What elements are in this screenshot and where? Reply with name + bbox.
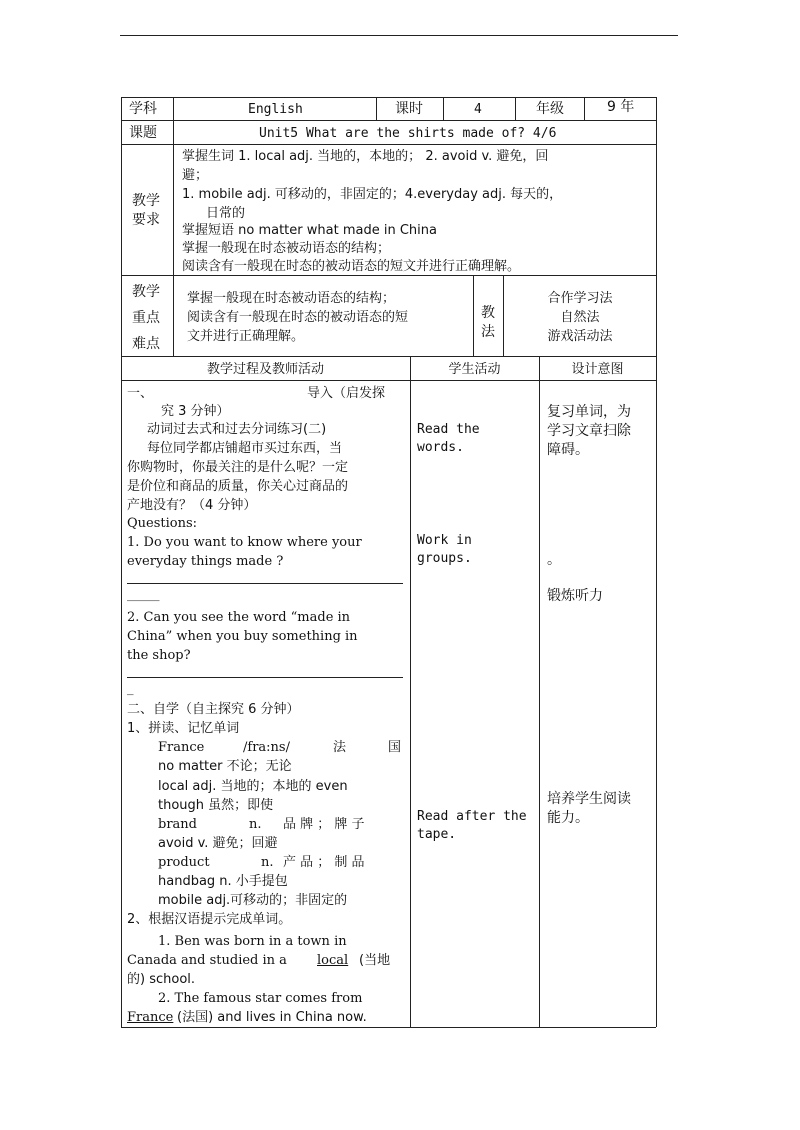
- vocab-line: local adj. 当地的；本地的 even: [158, 779, 348, 794]
- requirement-line: 阅读含有一般现在时态的被动语态的短文并进行正确理解。: [182, 259, 521, 274]
- vocab-line: though 虽然；即使: [158, 798, 274, 813]
- design-note: 障碍。: [547, 442, 589, 458]
- vocab-line: mobile adj.可移动的；非固定的: [158, 893, 348, 908]
- intro-line: 每位同学都店铺超市买过东西，当: [147, 441, 343, 456]
- table-border-right: [656, 97, 657, 1027]
- section-title: 究 3 分钟）: [161, 404, 230, 419]
- vocab-line: avoid v. 避免；回避: [158, 836, 278, 851]
- lesson-plan-table: [121, 97, 656, 1027]
- col-divider: [515, 97, 516, 120]
- col-divider: [376, 97, 377, 120]
- focus-label: 教学: [132, 284, 160, 300]
- question-line: China” when you buy something in: [127, 629, 358, 644]
- answer-blank-tail: _: [127, 681, 134, 696]
- design-note: 锻炼听力: [547, 588, 603, 604]
- section-subtitle: 2、根据汉语提示完成单词。: [127, 912, 292, 927]
- method-item: 游戏活动法: [547, 329, 613, 344]
- subject-value: English: [248, 102, 303, 117]
- student-activity: Work in: [417, 533, 472, 548]
- subject-label: 学科: [129, 101, 157, 117]
- focus-line: 掌握一般现在时态被动语态的结构；: [187, 291, 396, 306]
- column-header-process: 教学过程及教师活动: [206, 362, 324, 377]
- vocab-phonetic: /fra:ns/: [243, 740, 290, 755]
- exercise-answer: local: [317, 953, 349, 968]
- col-divider: [443, 97, 444, 120]
- focus-label: 难点: [132, 336, 160, 352]
- intro-line: 是价位和商品的质量，你关心过商品的: [127, 479, 349, 494]
- col-divider: [173, 97, 174, 356]
- column-header-student: 学生活动: [448, 362, 501, 377]
- section-subtitle: 1、拼读、记忆单词: [127, 721, 240, 736]
- student-activity: tape.: [417, 827, 457, 842]
- row-divider: [121, 380, 656, 381]
- col-divider: [410, 356, 411, 1027]
- col-divider: [539, 356, 540, 1027]
- intro-line: 产地没有？（4 分钟）: [127, 498, 257, 513]
- exercise-line: 2. The famous star comes from: [158, 991, 363, 1006]
- exercise-answer: France: [127, 1010, 174, 1025]
- requirement-line: 掌握短语 no matter what made in China: [182, 223, 437, 238]
- exercise-line: 1. Ben was born in a town in: [158, 934, 347, 949]
- vocab-pos: n.: [261, 855, 274, 870]
- student-activity: words.: [417, 440, 464, 455]
- section-subtitle: 动词过去式和过去分词练习(二): [147, 422, 327, 437]
- design-note: 。: [547, 552, 561, 568]
- row-divider: [121, 120, 656, 121]
- topic-label: 课题: [129, 125, 157, 141]
- requirements-label: 要求: [132, 212, 160, 228]
- design-note: 培养学生阅读: [547, 791, 631, 807]
- exercise-line: Canada and studied in a: [127, 953, 287, 968]
- question-line: everyday things made ?: [127, 554, 284, 569]
- col-divider: [584, 97, 585, 120]
- requirement-line: 掌握一般现在时态被动语态的结构；: [182, 241, 391, 256]
- exercise-line: 的) school.: [127, 972, 196, 987]
- vocab-line: handbag n. 小手提包: [158, 874, 288, 889]
- column-header-design: 设计意图: [571, 362, 624, 377]
- vocab-word: product: [158, 855, 210, 870]
- focus-line: 文并进行正确理解。: [187, 329, 305, 344]
- period-value: 4: [474, 102, 482, 117]
- design-note: 能力。: [547, 810, 589, 826]
- questions-label: Questions:: [127, 516, 198, 531]
- vocab-meaning: 品 牌 ； 牌 子: [283, 817, 365, 832]
- design-note: 复习单词，为: [547, 404, 631, 420]
- focus-line: 阅读含有一般现在时态的被动语态的短: [187, 310, 409, 325]
- grade-value: 9 年: [607, 99, 635, 115]
- topic-value: Unit5 What are the shirts made of? 4/6: [259, 126, 557, 141]
- vocab-pos: n.: [249, 817, 262, 832]
- section-number: 一、: [127, 386, 154, 401]
- section-title: 导入（启发探: [307, 386, 386, 401]
- vocab-word: France: [158, 740, 205, 755]
- answer-blank: [127, 677, 403, 678]
- top-rule: [120, 35, 678, 36]
- col-divider: [473, 275, 474, 356]
- method-item: 合作学习法: [547, 291, 613, 306]
- answer-blank: [127, 583, 403, 584]
- table-border-left: [121, 97, 122, 1027]
- vocab-meaning: 国: [388, 740, 402, 755]
- vocab-meaning: 法: [333, 740, 347, 755]
- student-activity: Read after the: [417, 809, 527, 824]
- table-border-top: [121, 97, 656, 98]
- requirement-line: 日常的: [206, 206, 246, 221]
- design-note: 学习文章扫除: [547, 423, 631, 439]
- student-activity: Read the: [417, 422, 480, 437]
- question-line: 2. Can you see the word “made in: [127, 610, 351, 625]
- method-item: 自然法: [560, 310, 600, 325]
- exercise-line: (法国) and lives in China now.: [177, 1010, 367, 1025]
- requirement-line: 避；: [182, 168, 209, 183]
- row-divider: [121, 356, 656, 357]
- student-activity: groups.: [417, 551, 472, 566]
- method-label: 法: [481, 324, 495, 340]
- row-divider: [121, 144, 656, 145]
- focus-label: 重点: [132, 310, 160, 326]
- vocab-meaning: 产 品 ； 制 品: [283, 855, 365, 870]
- question-line: the shop?: [127, 648, 191, 663]
- answer-blank-tail: _____: [127, 587, 160, 602]
- section-title: 二、自学（自主探究 6 分钟）: [127, 702, 300, 717]
- requirements-label: 教学: [132, 193, 160, 209]
- vocab-line: no matter 不论；无论: [158, 759, 292, 774]
- period-label: 课时: [395, 101, 423, 117]
- intro-line: 你购物时，你最关注的是什么呢？一定: [127, 460, 349, 475]
- grade-label: 年级: [536, 101, 564, 117]
- vocab-word: brand: [158, 817, 197, 832]
- question-line: 1. Do you want to know where your: [127, 535, 362, 550]
- requirement-line: 1. mobile adj. 可移动的，非固定的；4.everyday adj. 每天的，: [182, 187, 563, 202]
- requirement-line: 掌握生词 1. local adj. 当地的，本地的； 2. avoid v. 避免，回: [182, 149, 549, 164]
- exercise-hint: (当地: [359, 953, 391, 968]
- method-label: 教: [481, 305, 495, 321]
